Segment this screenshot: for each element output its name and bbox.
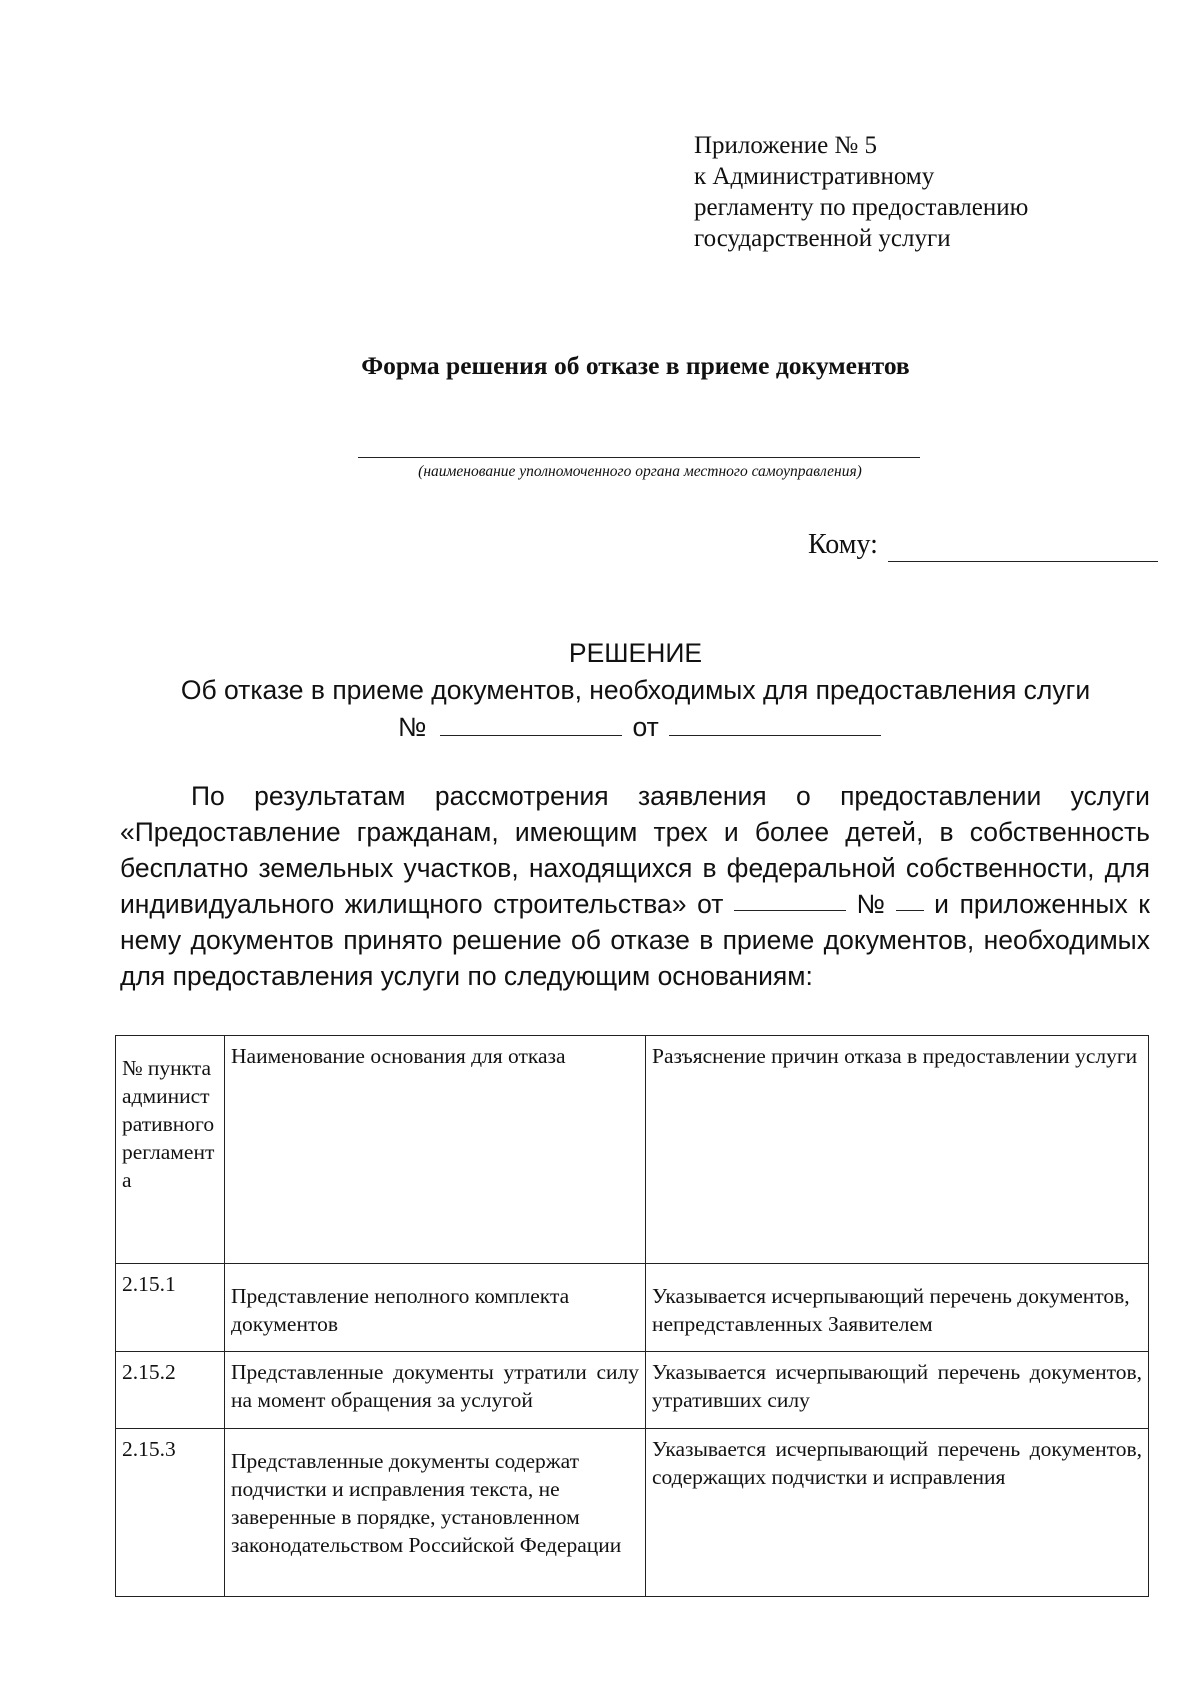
row-reason: Представленные документы утратили силу на момент обращения за услугой [225, 1352, 646, 1429]
word: документов, [823, 925, 975, 955]
word: находящихся [528, 853, 693, 883]
header-item-number: № пункта административного регламента [116, 1036, 225, 1264]
paragraph-line [120, 922, 1150, 958]
decision-subtitle: Об отказе в приеме документов, необходимых для предоставления слуги [180, 675, 1091, 705]
appendix-line: к Административному [694, 163, 935, 190]
application-date-blank[interactable] [734, 886, 846, 911]
word: нему [120, 925, 182, 955]
word: необходимых [983, 925, 1150, 955]
word: в [702, 853, 717, 883]
word: По [191, 781, 225, 811]
application-number-blank[interactable] [896, 886, 924, 911]
word: и [723, 817, 739, 847]
row-explanation: Указывается исчерпывающий перечень документов, непредставленных Заявителем [646, 1264, 1149, 1352]
word: от [697, 889, 724, 919]
paragraph-line [120, 886, 1150, 922]
row-explanation: Указывается исчерпывающий перечень документов, содержащих подчистки и исправления [646, 1429, 1149, 1597]
word: № [856, 889, 885, 919]
word: детей, [845, 817, 924, 847]
row-item-number: 2.15.2 [116, 1352, 225, 1429]
word: для предоставления услуги по следующим основаниям: [120, 961, 813, 991]
word: «Предоставление [120, 817, 341, 847]
table-row [116, 1264, 1149, 1352]
word: о [795, 781, 811, 811]
word: к [1138, 889, 1150, 919]
decision-paragraph [120, 778, 1150, 994]
word: в [699, 925, 714, 955]
appendix-reference [694, 130, 1114, 254]
from-label: от [632, 712, 659, 742]
word: индивидуального [120, 889, 335, 919]
word: собственности, [905, 853, 1095, 883]
word: федеральной [726, 853, 896, 883]
word: и [934, 889, 949, 919]
table-row [116, 1352, 1149, 1429]
word: бесплатно [120, 853, 249, 883]
table-header-row [116, 1036, 1149, 1264]
word: заявления [637, 781, 767, 811]
word: строительства» [493, 889, 687, 919]
header-reason: Наименование основания для отказа [225, 1036, 646, 1264]
row-item-number: 2.15.3 [116, 1429, 225, 1597]
word: рассмотрения [434, 781, 609, 811]
appendix-line: регламенту по предоставлению [694, 194, 1029, 221]
word: предоставлении [840, 781, 1042, 811]
row-reason: Представленные документы содержат подчистки и исправления текста, не заверенные в порядке, установленном законодательством Российской Федерации [225, 1429, 646, 1597]
word: в [939, 817, 954, 847]
appendix-line: государственной услуги [694, 225, 951, 252]
word: услуги [1070, 781, 1150, 811]
word: для [1104, 853, 1150, 883]
recipient-blank[interactable] [888, 561, 1158, 562]
paragraph-line [120, 958, 1150, 994]
word: более [754, 817, 830, 847]
word: гражданам, [356, 817, 499, 847]
word: жилищного [344, 889, 483, 919]
word: принято [343, 925, 443, 955]
word: документов [190, 925, 334, 955]
decision-number-blank[interactable] [440, 711, 622, 736]
word: трех [653, 817, 708, 847]
paragraph-line [120, 850, 1150, 886]
word: приеме [722, 925, 815, 955]
authority-name-blank[interactable] [358, 457, 920, 458]
row-explanation: Указывается исчерпывающий перечень документов, утративших силу [646, 1352, 1149, 1429]
number-label: № [398, 712, 427, 742]
decision-date-blank[interactable] [669, 711, 881, 736]
word: приложенных [959, 889, 1128, 919]
row-item-number: 2.15.1 [116, 1264, 225, 1352]
decision-number-row [398, 710, 881, 744]
word: об [571, 925, 601, 955]
word: земельных [258, 853, 394, 883]
recipient-label: Кому: [808, 529, 878, 560]
header-explanation: Разъяснение причин отказа в предоставлении услуги [646, 1036, 1149, 1264]
word: решение [452, 925, 562, 955]
refusal-reasons-table [115, 1035, 1149, 1597]
authority-caption: (наименование уполномоченного органа местного самоуправления) [418, 463, 862, 480]
row-reason: Представление неполного комплекта документов [225, 1264, 646, 1352]
word: отказе [610, 925, 690, 955]
paragraph-line [120, 814, 1150, 850]
word: имеющим [514, 817, 638, 847]
word: собственность [969, 817, 1150, 847]
word: участков, [403, 853, 519, 883]
decision-heading: РЕШЕНИЕ [568, 638, 703, 668]
appendix-line: Приложение № 5 [694, 132, 878, 159]
word: результатам [254, 781, 406, 811]
paragraph-line [120, 778, 1150, 814]
table-row [116, 1429, 1149, 1597]
form-title: Форма решения об отказе в приеме документов [361, 351, 910, 380]
